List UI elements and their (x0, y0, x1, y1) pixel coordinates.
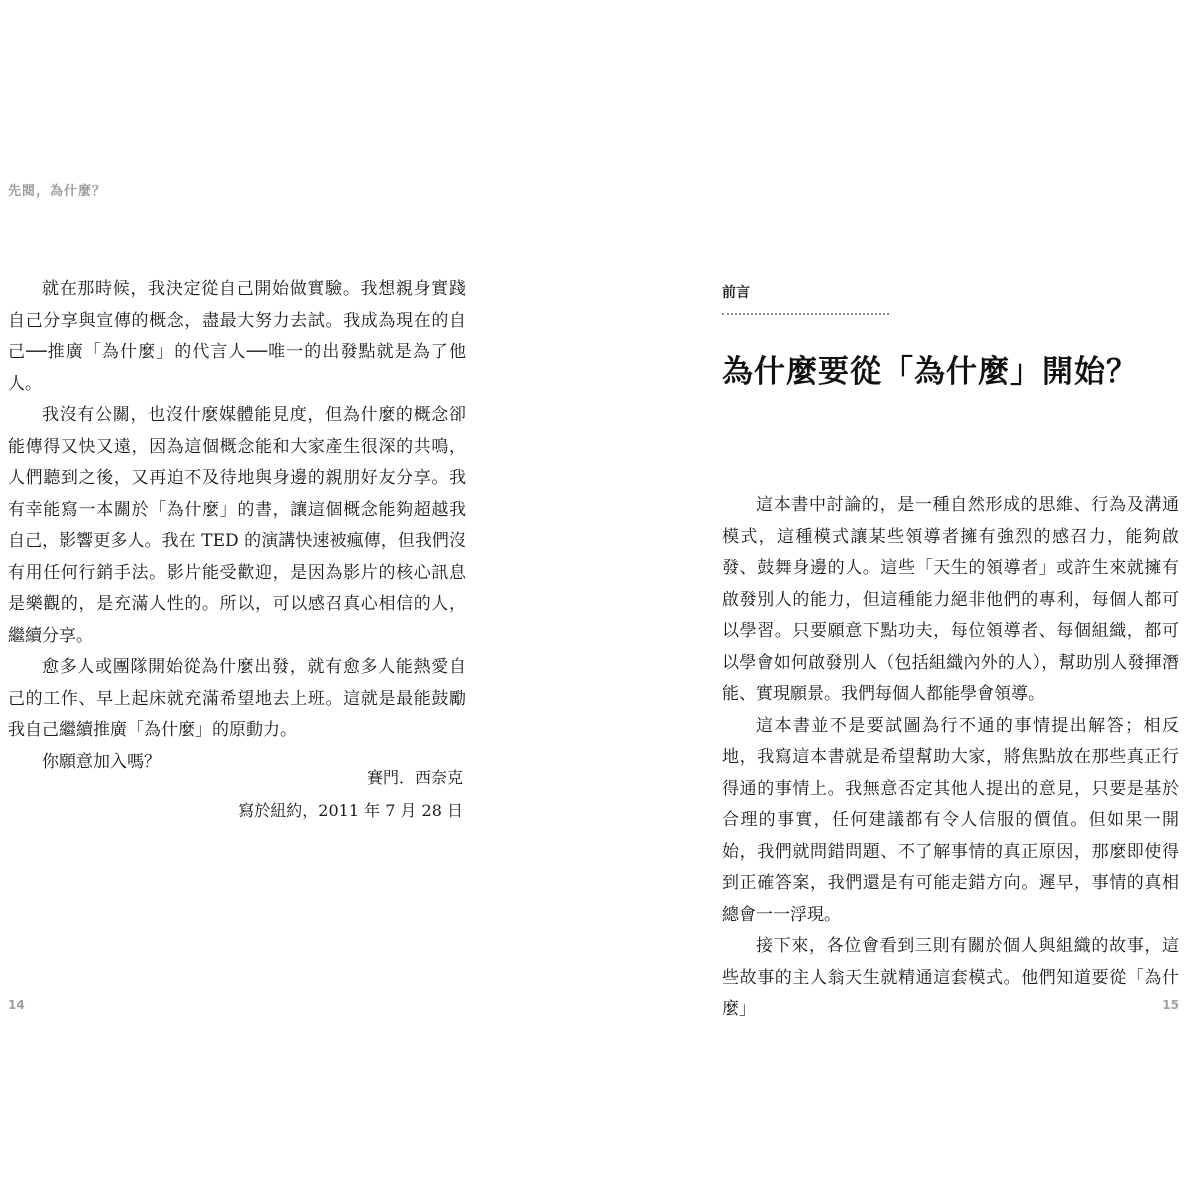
left-body-text (8, 274, 466, 778)
paragraph: 就在那時候，我決定從自己開始做實驗。我想親身實踐自己分享與宣傳的概念，盡最大努力去試。我成為現在的自己──推廣「為什麼」的代言人──唯一的出發點就是為了他人。 (8, 279, 466, 394)
paragraph: 接下來，各位會看到三則有關於個人與組織的故事，這些故事的主人翁天生就精通這套模式。他們知道要從「為什麼」 (722, 936, 1179, 1019)
paragraph: 你願意加入嗎？ (42, 751, 161, 772)
paragraph: 愈多人或團隊開始從為什麼出發，就有愈多人能熱愛自己的工作、早上起床就充滿希望地去上班。這就是最能鼓勵我自己繼續推廣「為什麼」的原動力。 (8, 657, 466, 740)
running-head: 先閱，為什麼？ (8, 184, 107, 199)
chapter-title: 為什麼要從「為什麼」開始？ (722, 354, 1138, 390)
signature-name: 賽門．西奈克 (366, 768, 463, 787)
section-label: 前言 (722, 285, 750, 301)
page-number: 14 (8, 998, 25, 1012)
page-number: 15 (1162, 998, 1179, 1012)
paragraph: 這本書中討論的，是一種自然形成的思維、行為及溝通模式，這種模式讓某些領導者擁有強烈的感召力，能夠啟發、鼓舞身邊的人。這些「天生的領導者」或許生來就擁有啟發別人的能力，但這種能力絕非他們的專利，每個人都可以學習。只要願意下點功夫，每位領導者、每個組織，都可以學會如何啟發別人（包括組織內外的人），幫助別人發揮潛能、實現願景。我們每個人都能學會領導。 (722, 495, 1179, 704)
signature-place: 寫於紐約，2011 年 7 月 28 日 (238, 801, 463, 820)
paragraph: 我沒有公關，也沒什麼媒體能見度，但為什麼的概念卻能傳得又快又遠，因為這個概念能和大家產生很深的共鳴，人們聽到之後，又再迫不及待地與身邊的親朋好友分享。我有幸能寫一本關於「為什麼」的書，讓這個概念能夠超越我自己，影響更多人。我在 TED 的演講快速被瘋傳，但我們沒有用任何行銷手法。影片能受歡迎，是因為影片的核心訊息是樂觀的，是充滿人性的。所以，可以感召真心相信的人，繼續分享。 (8, 405, 466, 646)
right-page (600, 0, 1200, 1200)
paragraph: 這本書並不是要試圖為行不通的事情提出解答；相反地，我寫這本書就是希望幫助大家，將焦點放在那些真正行得通的事情上。我無意否定其他人提出的意見，只要是基於合理的事實，任何建議都有令人信服的價值。但如果一開始，我們就問錯問題、不了解事情的真正原因，那麼即使得到正確答案，我們還是有可能走錯方向。遲早，事情的真相總會一一浮現。 (722, 715, 1179, 925)
right-body-text (722, 490, 1179, 1026)
dotted-divider (722, 313, 889, 315)
